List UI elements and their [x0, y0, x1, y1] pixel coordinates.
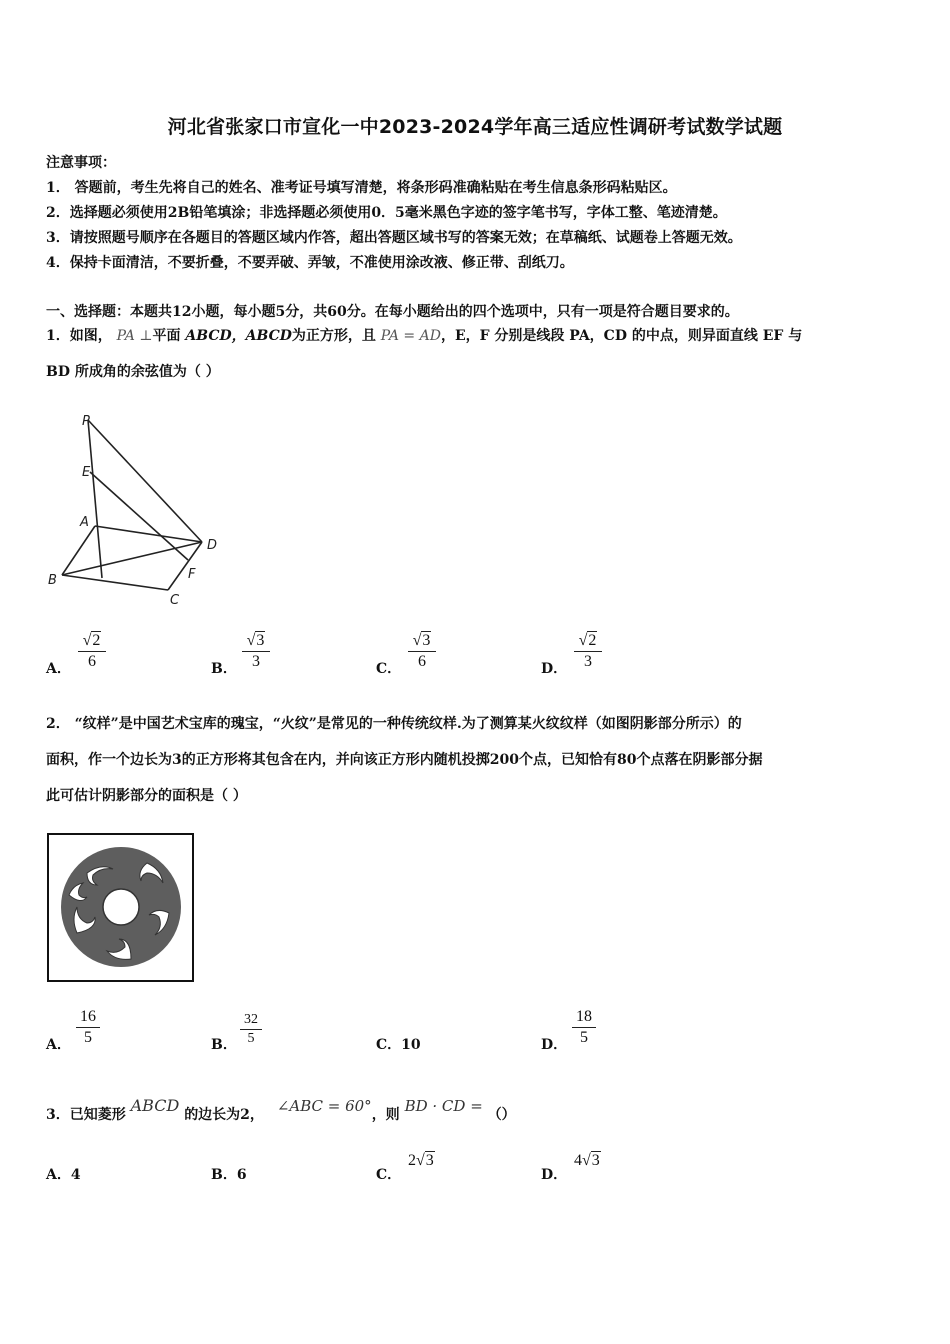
q2-option-c [376, 1034, 421, 1054]
q3-option-b-value: 6 [236, 1167, 247, 1183]
q3-option-d-letter: D． [541, 1167, 568, 1183]
edge-bc [62, 575, 168, 590]
q3-text: 3．已知菱形 [46, 1107, 126, 1123]
q1-text: 1．如图， [46, 328, 112, 344]
edge-pb [88, 420, 102, 578]
notice-heading: 注意事项： [46, 155, 116, 171]
q3-option-c-letter: C． [376, 1167, 402, 1183]
q1-text: ABCD，ABCD [185, 328, 292, 344]
segment-ef [90, 472, 188, 560]
q1-text: 为正方形，且 [291, 328, 376, 344]
q2-option-b-letter: B． [211, 1037, 237, 1053]
q2-option-d-value: 18 5 [572, 1008, 596, 1047]
label-b: B [48, 573, 57, 588]
q2-option-a-value: 16 5 [76, 1008, 100, 1047]
edge-bd [62, 542, 202, 575]
question-2-stem [46, 706, 906, 814]
notice-item: 2．选择题必须使用2B铅笔填涂；非选择题必须使用0．5毫米黑色字迹的签字笔书写，字体工整、笔迹清楚。 [46, 205, 727, 221]
q2-fire-pattern-figure [47, 833, 194, 982]
q3-text: （） [487, 1107, 516, 1123]
q3-text: ，则 [371, 1107, 400, 1123]
label-e: E [82, 465, 91, 480]
notice-item: 1． 答题前，考生先将自己的姓名、准考证号填写清楚，将条形码准确粘贴在考生信息条形码粘贴区。 [46, 180, 677, 196]
q1-option-a-letter: A． [46, 661, 71, 677]
q1-option-b-letter: B． [211, 661, 237, 677]
q2-option-a-letter: A． [46, 1037, 71, 1053]
q3-option-d-value: 4√3 [574, 1152, 600, 1169]
notice-item: 3．请按照题号顺序在各题目的答题区域内作答，超出答题区域书写的答案无效；在草稿纸、试题卷上答题无效。 [46, 230, 742, 246]
q3-option-a-value: 4 [70, 1167, 81, 1183]
center-hole [103, 889, 139, 925]
document-title: 河北省张家口市宣化一中2023-2024学年高三适应性调研考试数学试题 [167, 116, 783, 138]
q2-option-c-letter: C． [376, 1037, 402, 1053]
q3-option-c-value: 2√3 [408, 1152, 434, 1169]
label-a: A [80, 515, 89, 530]
q2-option-d-letter: D． [541, 1037, 568, 1053]
edge-ad [95, 526, 202, 542]
q2-option-c-value: 10 [401, 1037, 421, 1053]
notice-item: 4．保持卡面清洁，不要折叠，不要弄破、弄皱，不准使用涂改液、修正带、刮纸刀。 [46, 255, 574, 271]
q2-text: 面积，作一个边长为3的正方形将其包含在内，并向该正方形内随机投掷200个点，已知恰有80个点落在阴影部分据 [46, 752, 763, 768]
label-d: D [207, 538, 218, 553]
q1-pyramid-figure [40, 400, 240, 620]
q3-math-dot-product: BD · CD = [404, 1097, 483, 1115]
label-f: F [188, 567, 196, 582]
q1-text: ，E，F 分别是线段 PA，CD 的中点，则异面直线 EF 与 [440, 328, 803, 344]
q1-math-perp: PA ⊥ [116, 328, 153, 344]
q3-option-b-letter: B． [211, 1167, 237, 1183]
q3-text: 的边长为2， [184, 1107, 264, 1123]
q2-text: 此可估计阴影部分的面积是（ ） [46, 788, 247, 804]
q2-option-b-value: 32 5 [240, 1012, 262, 1047]
q1-text: 平面 [152, 328, 181, 344]
question-1-stem [46, 318, 906, 390]
q3-option-a-letter: A． [46, 1167, 71, 1183]
label-c: C [170, 593, 180, 608]
section-heading: 一、选择题：本题共12小题，每小题5分，共60分。在每小题给出的四个选项中，只有一项是符合题目要求的。 [46, 304, 739, 320]
q3-math-angle: ∠ABC = 60° [276, 1097, 372, 1115]
q1-option-c-letter: C． [376, 661, 402, 677]
q2-text: 2． “纹样”是中国艺术宝库的瑰宝，“火纹”是常见的一种传统纹样.为了测算某火纹纹样（如图阴影部分所示）的 [46, 716, 742, 732]
q1-math-equal: PA = AD [380, 328, 441, 344]
q1-option-d-value: √2 3 [574, 632, 602, 671]
q1-option-a-value: √2 6 [78, 632, 106, 671]
edge-pd [88, 420, 202, 542]
q3-option-b [211, 1164, 247, 1184]
q1-option-c-value: √3 6 [408, 632, 436, 671]
q1-text: BD 所成角的余弦值为（ ） [46, 364, 220, 380]
q1-option-b-value: √3 3 [242, 632, 270, 671]
question-3-stem [46, 1096, 516, 1123]
q3-math-rhombus: ABCD [130, 1096, 180, 1115]
label-p: P [82, 414, 90, 429]
q3-option-a [46, 1164, 81, 1184]
q1-option-d-letter: D． [541, 661, 568, 677]
